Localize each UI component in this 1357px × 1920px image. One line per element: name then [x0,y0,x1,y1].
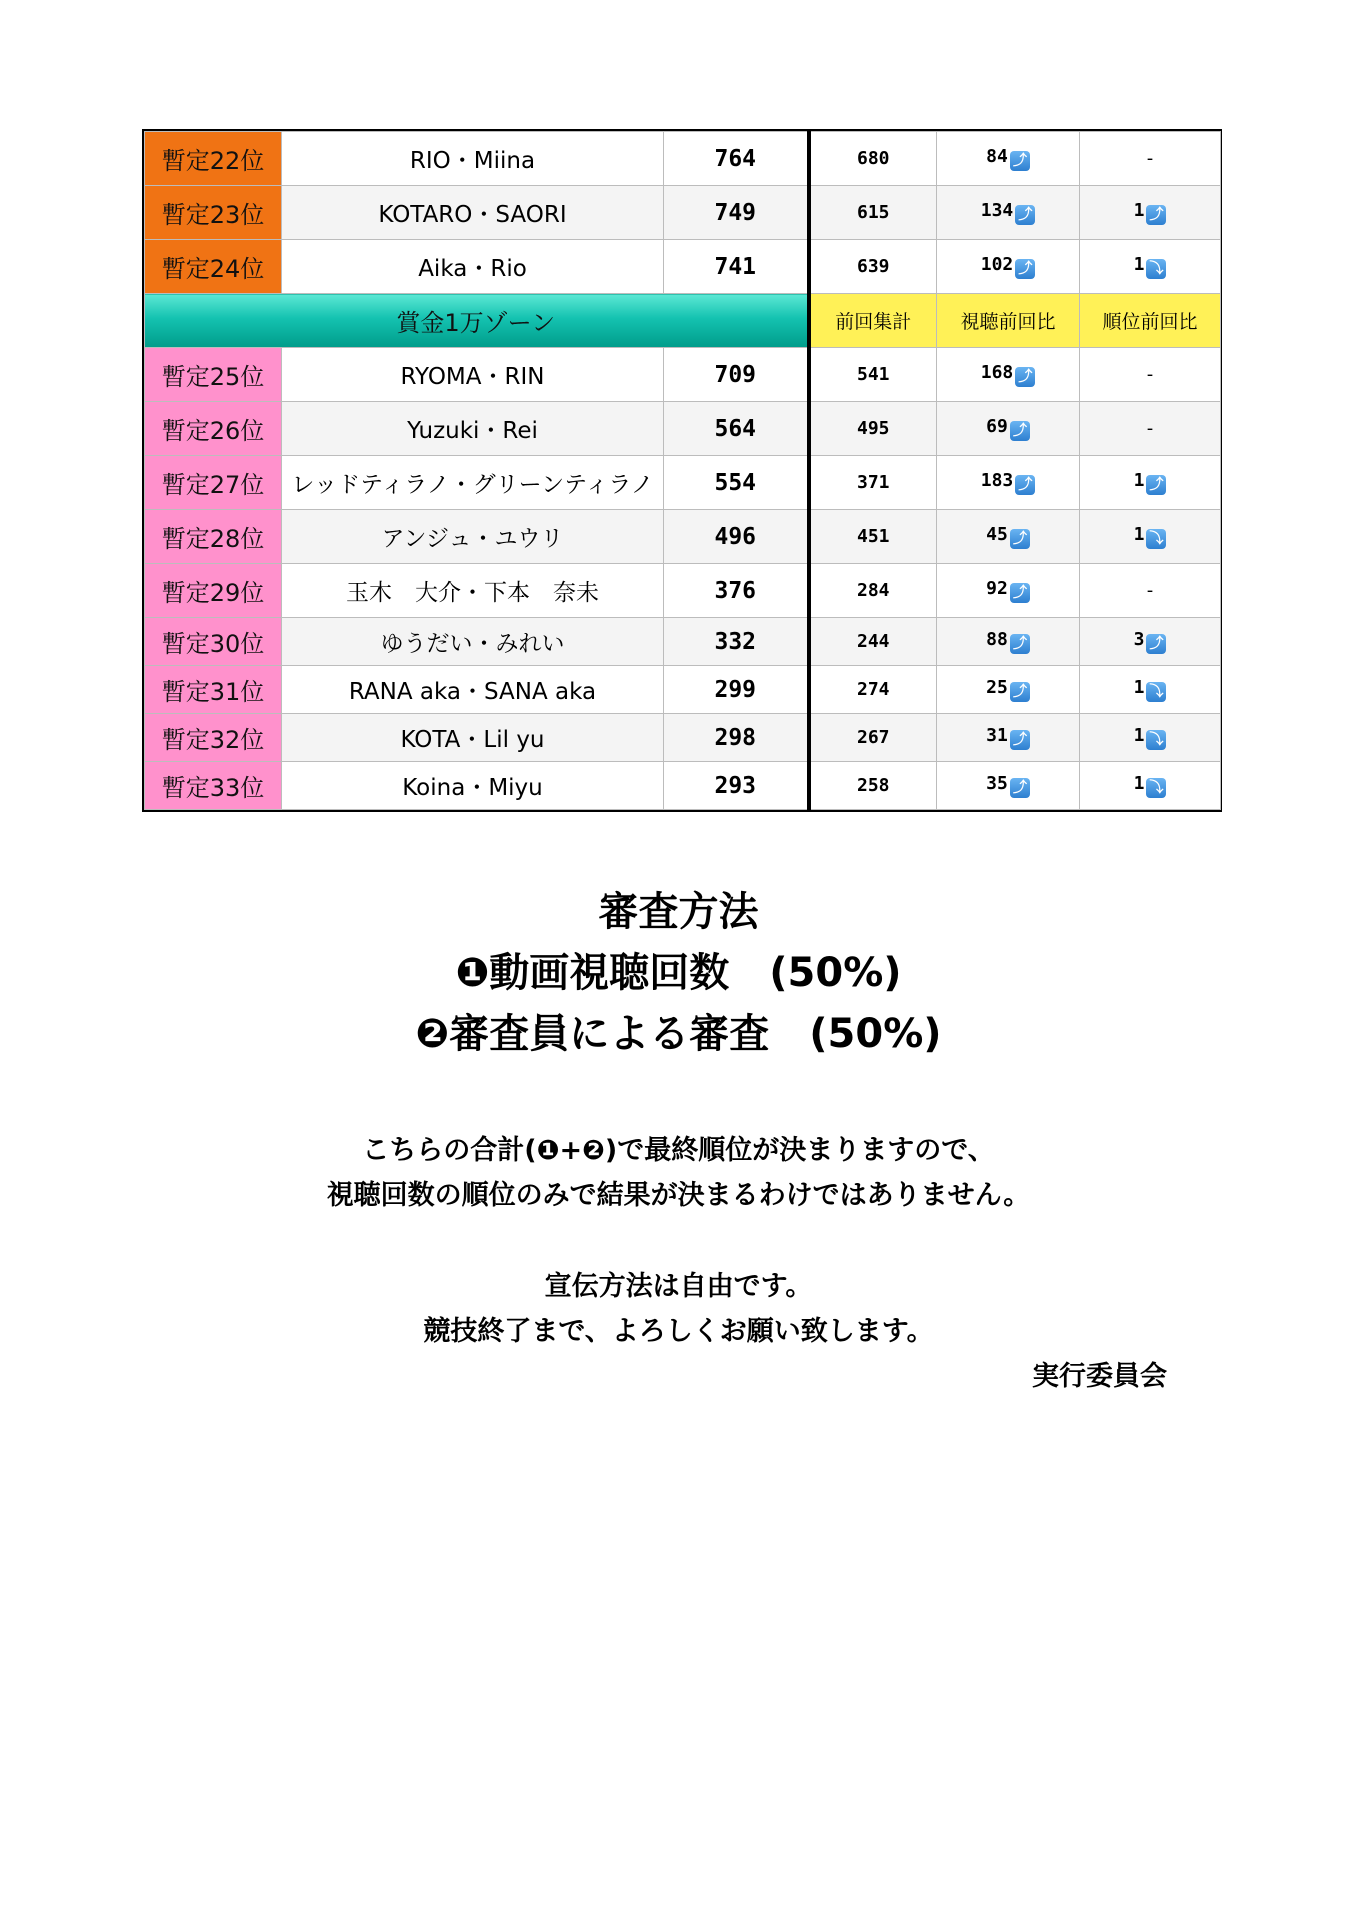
views-diff-cell [937,714,1080,762]
rank-diff-value: 1 [1133,200,1145,221]
team-name-cell: KOTARO・SAORI [282,186,664,240]
views-diff-cell [937,456,1080,510]
prev-views-cell: 371 [809,456,937,510]
views-diff-value: 92 [986,578,1008,599]
views-diff-value: 134 [980,200,1014,221]
trend-down-icon: ⤵ [1146,682,1166,702]
team-name-cell: ゆうだい・みれい [282,618,664,666]
rank-diff-cell [1080,666,1221,714]
method-title: 審査方法 [598,889,759,935]
rank-diff-cell [1080,240,1221,294]
table-row [145,762,1221,810]
table-row [145,402,1221,456]
rank-diff-value: - [1146,148,1154,169]
note-line-3: 宣伝方法は自由です。 [544,1271,813,1302]
zone-row [145,294,1221,348]
views-diff-cell [937,186,1080,240]
rank-cell: 暫定26位 [145,402,282,456]
prev-views-cell: 495 [809,402,937,456]
prev-views-cell: 258 [809,762,937,810]
rank-cell: 暫定23位 [145,186,282,240]
trend-up-icon: ⤴ [1146,205,1166,225]
rank-diff-value: 1 [1133,470,1145,491]
trend-up-icon: ⤴ [1146,475,1166,495]
trend-up-icon: ⤴ [1010,583,1030,603]
col-header-prev: 前回集計 [809,294,937,348]
trend-up-icon: ⤴ [1010,682,1030,702]
rank-cell: 暫定32位 [145,714,282,762]
prev-views-cell: 615 [809,186,937,240]
rank-cell: 暫定22位 [145,132,282,186]
rank-cell: 暫定29位 [145,564,282,618]
table-row [145,456,1221,510]
table-body-top [145,132,1221,294]
table-row [145,348,1221,402]
views-diff-value: 88 [986,629,1008,650]
team-name-cell: アンジュ・ユウリ [282,510,664,564]
trend-up-icon: ⤴ [1010,730,1030,750]
zone-header [145,294,1221,348]
rank-diff-cell [1080,348,1221,402]
views-diff-value: 31 [986,725,1008,746]
views-diff-cell [937,348,1080,402]
prev-views-cell: 244 [809,618,937,666]
prev-views-cell: 274 [809,666,937,714]
team-name-cell: KOTA・Lil yu [282,714,664,762]
views-diff-value: 84 [986,146,1008,167]
rank-cell: 暫定25位 [145,348,282,402]
signature: 実行委員会 [1032,1361,1167,1392]
rank-diff-cell [1080,456,1221,510]
table-row [145,510,1221,564]
trend-up-icon: ⤴ [1015,205,1035,225]
views-diff-value: 35 [986,773,1008,794]
team-name-cell: Koina・Miyu [282,762,664,810]
total-views-cell: 741 [664,240,809,294]
views-diff-value: 168 [980,362,1014,383]
views-diff-value: 183 [980,470,1014,491]
trend-up-icon: ⤴ [1010,634,1030,654]
views-diff-cell [937,132,1080,186]
notes-section-2 [0,1264,1357,1354]
prize-zone-label: 賞金1万ゾーン [145,294,809,348]
trend-up-icon: ⤴ [1010,778,1030,798]
rank-cell: 暫定24位 [145,240,282,294]
note-line-1: こちらの合計(❶+❷)で最終順位が決まりますので、 [362,1135,995,1166]
table-row [145,186,1221,240]
rank-diff-value: 1 [1133,773,1145,794]
views-diff-value: 102 [980,254,1014,275]
table-row [145,240,1221,294]
total-views-cell: 332 [664,618,809,666]
views-diff-cell [937,510,1080,564]
total-views-cell: 496 [664,510,809,564]
rank-diff-cell [1080,510,1221,564]
trend-up-icon: ⤴ [1015,475,1035,495]
team-name-cell: RYOMA・RIN [282,348,664,402]
total-views-cell: 564 [664,402,809,456]
total-views-cell: 709 [664,348,809,402]
team-name-cell: RIO・Miina [282,132,664,186]
views-diff-cell [937,666,1080,714]
views-diff-cell [937,240,1080,294]
views-diff-value: 69 [986,416,1008,437]
team-name-cell: レッドティラノ・グリーンティラノ [282,456,664,510]
team-name-cell: Yuzuki・Rei [282,402,664,456]
trend-up-icon: ⤴ [1146,634,1166,654]
rank-diff-cell [1080,618,1221,666]
team-name-cell: 玉木 大介・下本 奈未 [282,564,664,618]
prev-views-cell: 541 [809,348,937,402]
trend-down-icon: ⤵ [1146,529,1166,549]
team-name-cell: Aika・Rio [282,240,664,294]
rank-cell: 暫定28位 [145,510,282,564]
prev-views-cell: 680 [809,132,937,186]
note-line-2: 視聴回数の順位のみで結果が決まるわけではありません。 [326,1180,1031,1211]
team-name-cell: RANA aka・SANA aka [282,666,664,714]
table-row [145,564,1221,618]
rank-cell: 暫定33位 [145,762,282,810]
rank-cell: 暫定30位 [145,618,282,666]
col-header-diff: 視聴前回比 [937,294,1080,348]
rank-cell: 暫定31位 [145,666,282,714]
method-item-2: ❷審査員による審査 (50%) [415,1011,942,1057]
prev-views-cell: 267 [809,714,937,762]
trend-up-icon: ⤴ [1015,367,1035,387]
rank-diff-value: - [1146,418,1154,439]
rank-diff-value: 1 [1133,725,1145,746]
views-diff-cell [937,618,1080,666]
total-views-cell: 376 [664,564,809,618]
prev-views-cell: 451 [809,510,937,564]
col-header-rank-diff: 順位前回比 [1080,294,1221,348]
views-diff-value: 25 [986,677,1008,698]
trend-up-icon: ⤴ [1010,421,1030,441]
rank-diff-value: 1 [1133,677,1145,698]
prev-views-cell: 284 [809,564,937,618]
method-section [0,882,1357,1065]
views-diff-cell [937,762,1080,810]
table-row [145,666,1221,714]
rank-diff-value: 1 [1133,524,1145,545]
rank-diff-cell [1080,132,1221,186]
total-views-cell: 749 [664,186,809,240]
trend-down-icon: ⤵ [1146,778,1166,798]
trend-up-icon: ⤴ [1015,259,1035,279]
total-views-cell: 298 [664,714,809,762]
total-views-cell: 293 [664,762,809,810]
note-line-4: 競技終了まで、よろしくお願い致します。 [423,1316,934,1347]
views-diff-cell [937,402,1080,456]
total-views-cell: 554 [664,456,809,510]
table-row [145,714,1221,762]
rank-diff-value: - [1146,580,1154,601]
rank-diff-cell [1080,762,1221,810]
trend-up-icon: ⤴ [1010,529,1030,549]
rank-diff-value: 1 [1133,254,1145,275]
prev-views-cell: 639 [809,240,937,294]
rank-diff-cell [1080,186,1221,240]
rank-cell: 暫定27位 [145,456,282,510]
trend-down-icon: ⤵ [1146,730,1166,750]
notes-section [0,1128,1357,1218]
trend-up-icon: ⤴ [1010,151,1030,171]
views-diff-cell [937,564,1080,618]
views-diff-value: 45 [986,524,1008,545]
rank-diff-cell [1080,564,1221,618]
total-views-cell: 299 [664,666,809,714]
rank-diff-cell [1080,714,1221,762]
table-body-bottom [145,348,1221,810]
table-row [145,618,1221,666]
table-row [145,132,1221,186]
rank-diff-value: 3 [1133,629,1145,650]
ranking-table [142,129,1222,812]
method-item-1: ❶動画視聴回数 (50%) [455,950,902,996]
trend-down-icon: ⤵ [1146,259,1166,279]
rank-diff-value: - [1146,364,1154,385]
rank-diff-cell [1080,402,1221,456]
total-views-cell: 764 [664,132,809,186]
